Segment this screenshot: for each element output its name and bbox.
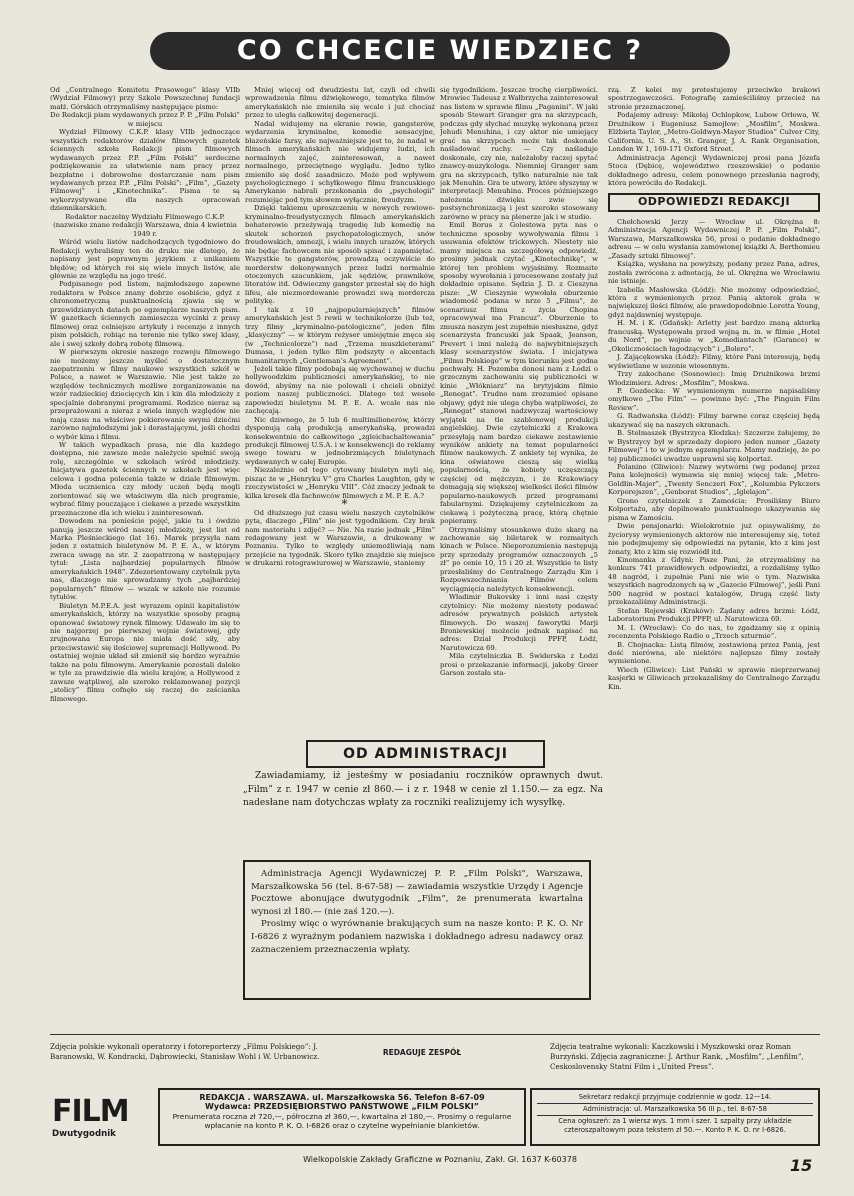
administration-address: Administracja: ul. Marszałkowska 56 III p., tel. 8-67-58 bbox=[537, 1103, 813, 1114]
paragraph: Nic dziwnego, że 5 lub 6 multimilionerów, którzy dysponują całą produkcją amerykańską, prowadzi konsekwentnie do całkowitego „zgleichschaltowania” produkcji filmowej U.S.A. i w konsekwencji do reklamy swego towaru w jednobrzmiących biuletynach wydawanych w całej Europie. bbox=[245, 415, 435, 466]
paragraph: Administracja Agencji Wydawniczej prosi pana Józefa Stoca (Dębicę, województwo rzeszowskie) o podanie dokładnego adresu, celem ponownego przesłania nagrody, która powróciła do Redakcji. bbox=[608, 153, 820, 187]
advertising-rates: Cena ogłoszeń: za 1 wiersz wys. 1 mm i szer. 1 szpalty przy układzie czteroszpaltowym poza tekstem zł 50.—. Konto P. K. O. nr I-6826. bbox=[537, 1115, 813, 1135]
paragraph: się tygodnikiem. Jeszcze trochę cierpliwości. Mrowiec Tadeusz z Wałbrzycha zainteresował nas listem w sprawie filmu „Paganini”. W jaki sposób Stewart Granger gra na skrzypcach, podczas gdy słychać muzykę wykonaną przez Jehudi Menuhina, i czy aktor nie umiejący grać na skrzypcach może tak doskonale naśladować ruchy. — Czy naśladuje doskonale, czy nie, należałoby raczej spytać znawcy-muzykologa. Niemniej Granger sam gra na skrzypcach, tylko naturalnie nie tak jak Menuhin. Gra te utwory, które słyszymy w interpretacji Menuhina. Proces późniejszego nałożenia dźwięku zwie się postsynchronizacją i jest szeroko stosowany zarówno w pracy na plenerze jak i w studio. bbox=[440, 86, 598, 221]
administration-notice bbox=[243, 740, 603, 1010]
paragraph: Podpisanego pod listem, najmłodszego zapewne redaktora w Polsce znany dobrze osobiście, gdyż z chronometryczną punktualnością zjawia się w przewidzianych datach po egzemplarze naszych pism. W gazetkach ściennych zamieszcza wycinki z prasy filmowej oraz celniejsze artykuły i recenzje z innych pism polskich, robiąc na terenie nie tylko swej klasy, ale i swej szkoły dobrą robotę filmową. bbox=[50, 280, 240, 348]
photo-credits-left: Zdjęcia polskie wykonali operatorzy i fotoreporterzy „Filmu Polskiego”: J. Baranowski, W. Kondracki, Dąbrowiecki, Stanisław Wohl i W. Urbanowicz. bbox=[50, 1042, 320, 1061]
paragraph: Emil Borus z Golestowa pyta nas o techniczne sposoby wywoływania filmu i usuwania efektów trickowych. Niestety nie mamy miejsca na szczegółową odpowiedź, prosimy jednak czytać „Kinotechnikę”, w której ten problem wyjaśnimy. Rozmaite sposoby wywołania i procesowane zostały już dokładnie opisane. Sędzia J. D. z Cieszyna pisze: „W Cieszynie wywołała oburzenie wiadomość podana w nrze 5 „Filmu”, że scenariusz filmu z życia Chopina opracowywał ma Francuz”. Oburzenie to zmusza naszym jest zupełnie niesłuszne, gdyż scenarzysta francuski jak Spaak, Jeanson, Prevert i inni należą do najwybitniejszych klasy scenarzystów świata. I inicjatywa „Filmu Polskiego” w tym kierunku jest godna pochwały. H. Pozemba donosi nam z Łodzi o grzecznym zachowaniu się publiczności w kinie „Włókniarz” na brytyjskim filmie „Renegat”. Trudno nam zrozumieć opisane objawy, gdyż nie ulega chyba wątpliwości, że „Renegat” stanowi nadzwyczaj wartościowy wyjątek na tle szablonowej produkcji angielskiej. Dwie czytelniczki z Krakowa przesyłają nam bardzo ciekawe zestawienie wyników ankiety na temat popularności filmów naukowych. Z ankiety tej wynika, że kina oświatowe cieszą się wielką popularnością, że kobiety uczęszczają częściej od mężczyzn, i że Krakowiacy domagają się większej wielkości ilości filmów popularno-naukowych przed programami fabularnymi. Dziękujemy czytelniczkom za ciekawą i pożyteczną pracę, którą chętnie popieramy. bbox=[440, 221, 598, 526]
answers-section-title: ODPOWIEDZI REDAKCJI bbox=[608, 193, 820, 211]
column-1 bbox=[50, 86, 240, 991]
paragraph: Prosimy więc o wyrównanie brakujących sum na nasze konto: P. K. O. Nr I-6826 z wyraźnym podaniem nazwiska i dokładnego adresu nadawcy oraz zaznaczeniem przeznaczenia wpłaty. bbox=[251, 919, 583, 955]
administration-text bbox=[243, 770, 603, 811]
answer-item: P. Gozdecka: W wymienionym numerze napisaliśmy omyłkowo „The Film” — powinno być: „The Pinguin Film Review”. bbox=[608, 386, 820, 412]
answer-item: Wiech (Gliwice): List Pański w sprawie nieprzerwanej kasjerki w Gliwicach przekazaliśmy do Centralnego Zarządu Kin. bbox=[608, 665, 820, 691]
paragraph: Zawiadamiamy, iż jesteśmy w posiadaniu roczników oprawnych dwut. „Film” z r. 1947 w cenie zł 860.— i z r. 1948 w cenie zł 1.150.— za egz. Na nadesłane nam dotychczas wpłaty za roczniki realizujemy ich wysyłkę. bbox=[243, 771, 603, 808]
answer-item: Polanino (Gliwice): Nazwy wytwórni (wg podanej przez Pana kolejności) wymawia się mniej więcej tak: „Metro-Goldłin-Majer”, „Twenty Senczeri Fox”, „Kolumbia Pykczers Korporejszen”, „Genborat Studios”, „Iglelajon”. bbox=[608, 463, 820, 497]
paragraph: rzą. Z kolei my protestujemy przeciwko brakowi spostrzegawczości. Fotografię zamieściliśmy przecież na stronie przeznaczonej. bbox=[608, 86, 820, 111]
printer-info: Wielkopolskie Zakłady Graficzne w Poznaniu, Zakł. Gł. 1637 K-60378 bbox=[303, 1155, 577, 1164]
editorial-team: REDAGUJE ZESPÓŁ bbox=[382, 1048, 462, 1057]
paragraph: W pierwszym okresie naszego rozwoju filmowego nie możemy jeszcze myśleć o dostatecznym zaopatrzeniu w filmy naukowe wszystkich szkół w Polsce, a nawet w Warszawie. Nie jest także ze względów technicznych możliwe zorganizowanie na wzór radzieckiej dziecięcych kin i kin dla młodzieży z specjalnie dobranymi programami. Rodzice nieraz są przeprażowani a nieraz z wiela innych względów nie mają czasu na właściwe pokierowanie swymi dziećmi zarówno najmłodszymi jak i dorastającymi, jeśli chodzi o wybór kina i filmu. bbox=[50, 348, 240, 441]
paragraph: Nadal widujemy na ekranie rewie, gangsterów, wydarzenia kryminalne, komedie sensacyjne, błazeńskie farsy, ale najważniejsze jest to, że nadal w filmach amerykańskich nie widujemy ludzi, ich normalnych zajęć, zainteresowań, a nawet normalnego, przeciętnego wyglądu. Jedno tylko zmieniło się dość zasadniczo. Może pod wpływem psychologicznego i schyłkowego filmu francuskiego Amerykanie nabrali przekonania do „psychologii” rozumiejąc pod tym słowem wyłącznie, freudyzm. bbox=[245, 119, 435, 204]
answer-item: Dwie pensjonarki: Wielokrotnie już opisywaliśmy, że życiorysy wymienionych aktorów nie interesujemy się, toteż nie podejmujemy się odpowiedzi na pytanie, kto z kim jest żonaty, kto z kim się rozwiódł itd. bbox=[608, 522, 820, 556]
paragraph: Mniej więcej od dwudziestu lat, czyli od chwili wprowadzenia filmu dźwiękowego, tematyka filmów amerykańskich nie zmieniła się wcale i już chociaż przez to uległa całkowitej degeneracji. bbox=[245, 86, 435, 120]
office-info-box bbox=[530, 1088, 820, 1146]
paragraph: Niezależnie od tego cytowany biuletyn myli się, pisząc że w „Henryku V” gra Charles Laughton, gdy w rzeczywistości w „Henryku VIII”. Cóż znaczy jednak te kilka kresek dla fachowców filmowych z M. P. E. A.? bbox=[245, 466, 435, 500]
answer-item: Kinomanka z Gdyni: Pisze Pani, że otrzymaliśmy na konkurs 741 prawidłowych odpowiedzi, a rozdaliśmy tylko 48 nagród, i zupełnie Pani nie wie o tym. Nazwiska wszystkich nagrodzonych są w „Gazecie Filmowej”, jeśli Pani 500 nagród w postaci katalogów, Drugą część listy przekazaliśmy Administracji. bbox=[608, 556, 820, 607]
paragraph: Wydział Filmowy C.K.P. klasy VIIb jednoczące wszystkich redaktorów działów filmowych gazetek ściennych szkoła Redakcji pism filmowych wydawanych przez P.P. „Film Polski” serdeczne podziękowanie za ułatwienie nam pracy przez bezpłatne i dobrowolne dostarczanie nam pism wydawanych przez P.P. „Film Polski”: „Film”, „Gazety Filmowej” i „Kinotechnika”. Pisma te są wykorzystywane dla naszych opracowań dziennikarskich. bbox=[50, 128, 240, 213]
paragraph: Otrzymaliśmy stosunkowo dużo skarg na zachowanie się biletarek w rozmaitych kinach w Polsce. Nieporozumienia następują przy sprzedaży programów oznaczonych „5 zł” po cenie 10, 15 i 20 zł. Wszystkie te listy przesłaliśmy do Centralnego Zarządu Kin i Rozpowszechniania Filmów celem wyciągnięcia należytych konsekwencji. bbox=[440, 525, 598, 593]
paragraph: Dowodem na ponieście pojęć, jakie tu i ówdzie panują jeszcze wśród naszej młodzieży, jest list od Marka Pleśnieckiego (lat 16). Marek przysyła nam jeden z ostatnich biuletynów M. P. E. A., w którym zwraca uwagę na str. 2 zaopatrzoną w następujący tytuł: „Lista najbardziej popularnych filmów amerykańskich 1948”. Zdezorientowany czytelnik pyta nas, dlaczego nie sprowadzamy tych „najbardziej popularnych” filmów — wszak w szkole nie rozumie tytułów. bbox=[50, 517, 240, 602]
asterisk-divider: * bbox=[341, 497, 348, 512]
paragraph: Do Redakcji pism wydawanych przez P. P. „Film Polski” w miejscu bbox=[50, 111, 240, 128]
page-number: 15 bbox=[790, 1156, 813, 1175]
paragraph: Jeżeli takie filmy podobają się wychowanej w duchu hollywoodzkim publiczności amerykańskiej, to nie dowód, abyśmy na nie polowali i chcieli obniżyć poziom naszej publiczności. Dlatego też wesołe zapowiedzi biuletynu M. P. E. A. wcale nas nie zachęcają. bbox=[245, 364, 435, 416]
paragraph: Podajemy adresy: Mikołaj Ochlopkow, Lubow Orłowa, W. Drużnikow i Eugeniusz Samojłow: „Mosfilm”, Moskwa. Elżbieta Taylor, „Metro-Goldwyn-Mayer Studios” Culver City, California, U. S. A., St. Granger, J. A. Rank Organisation, London W 1, 169-171 Oxford Street. bbox=[608, 111, 820, 154]
answer-item: Stefan Rojewski (Kraków): Żądany adres brzmi: Łódź, Laboratorium Produkcji PPFP, ul. Narutowicza 69. bbox=[608, 606, 820, 624]
answer-item: M. I. (Wrocław): Co do nas, to zgadzamy się z opinią recenzenta Polskiego Radio o „Trzech szturmie”. bbox=[608, 623, 820, 641]
paragraph: W takich wypadkach prasa, nie dla każdego dostępna, nie zawsze może należycie spełnić swoją rolę, szczególnie w szkołach wśród młodzieży. Inicjatywa gazetek ściennych w szkołach jest więc celowa i godna polecenia także w dziale filmowym. Młoda ucznienica czy młody uczeń będą mogli zorientować się we właściwym dla nich programie, wybrać filmy pouczające i ciekawe a przede wszystkim przeznaczone dla ich wieku i zainteresowań. bbox=[50, 441, 240, 517]
page-title: CO CHCECIE WIEDZIEC ? bbox=[150, 32, 730, 70]
paragraph: I tak z 10 „najpopularniejszych” filmów amerykańskich jest 5 rewii w technikolorze (lub też, trzy filmy „kryminalno-patologiczne”, jeden film „klasyczny” — w którym reżyser umiejętnie znęca się (w „Technicolorze”) nad „Trzema muszkieterami” Dumasa, i jeden tylko film podszyty o akcentach humanitarnych „Gentleman’s Agreement”. bbox=[245, 305, 435, 365]
editorial-info-box bbox=[158, 1088, 526, 1146]
answer-item: G. Radwańska (Łódź): Filmy barwne coraz częściej będą ukazywać się na naszych ekranach. bbox=[608, 412, 820, 429]
column-2 bbox=[245, 86, 435, 696]
administration-title: OD ADMINISTRACJI bbox=[306, 740, 545, 768]
answer-item: Chełchowski Jerzy — Wrocław ul. Okrężna 8: Administracja Agencji Wydawniczej P. P. „Film Polski”, Warszawa, Marszałkowska 56, prosi o podanie dokładnego adresu — w celu wysłania zamówionej książki A. Berthomieu „Zasady sztuki filmowej”. bbox=[608, 217, 820, 260]
paragraph: Mila czytelniczka B. Świderska z Łodzi prosi o przekazanie informacji, jakoby Greer Garson została sta- bbox=[440, 652, 598, 678]
paragraph: Od dłuższego już czasu wielu naszych czytelników pyta, dlaczego „Film” nie jest tygodnikiem. Czy brak nam materiału i zdjęć? — Nie. Na razie jednak „Film” redagowany jest w Warszawie, a drukowany w Poznaniu. Tylko te względy uniemożliwiają nam przejście na tygodnik. Skoro tylko znajdzie się miejsce w drukarni rotograwiurowej w Warszawie, staniemy bbox=[245, 508, 435, 568]
answer-item: Książka, wysłana na powyższy, podany przez Pana, adres, została zwrócona z adnotacją, że ul. Okrężna we Wrocławiu nie istnieje. bbox=[608, 260, 820, 286]
paragraph: Redaktor naczelny Wydziału Filmowego C.K.P. (nazwisko znane redakcji) Warszawa, dnia 4 kwietnia 1949 r. bbox=[53, 212, 237, 238]
subscription-info: Prenumerata roczna zł 720,—, półroczna zł 360,—, kwartalna zł 180,—. Prosimy o regularne wpłacanie na konto P. K. O. I-6826 oraz o czytelne wypełnianie blankietów. bbox=[172, 1111, 512, 1130]
logo-text: FILM bbox=[52, 1094, 129, 1129]
magazine-logo bbox=[52, 1096, 144, 1148]
subscription-notice-box bbox=[243, 860, 591, 1000]
paragraph: Od „Centralnego Komitetu Prasowego” klasy VIIb (Wydział Filmowy) przy Szkole Powszechnej fundacji małż. Górskich otrzymaliśmy następujące pismo: bbox=[50, 86, 240, 111]
publisher: Wydawca: PRZEDSIĘBIORSTWO PAŃSTWOWE „FILM POLSKI” bbox=[205, 1102, 479, 1112]
divider bbox=[50, 1034, 820, 1035]
answer-item: J. Zające̜kowska (Łódź): Filmy, które Pani interesują, będą wyświetlane w sezonie wiosennym. bbox=[608, 353, 820, 370]
answer-item: B. Chojnacka: Listą filmów, zestawioną przez Panią, jest dość nierówna, ale niektóre najlepsze filmy zostały wymienione. bbox=[608, 640, 820, 666]
column-3 bbox=[440, 86, 598, 696]
answer-item: H. M. i K. (Gdańsk): Arletty jest bardzo znaną aktorką francuską. Występowała przed wojną m. in. w filmie „Hotel du Nord”, po wojnie w „Komediantach” (Garance) w „Okolicznościach łagodzących” i „Bolero”. bbox=[608, 319, 820, 353]
answer-item: B. Stelmaszek (Bystrzyca Kłodzka): Szczerze żałujemy, że w Bystrzycy był w sprzedaży dopiero jeden numer „Gazety Filmowej” i to w jednym egzemplarzu. Mamy nadzieję, że po tej publiczności uwadze usprawni się kolportaż. bbox=[608, 429, 820, 463]
paragraph: Biuletyn M.P.E.A. jest wyrazem opinii kapitalistów amerykańskich, którzy na wszystkie sposoby pragną opanować światowy rynek filmowy. Udawało im się to nie najgorzej po pierwszej wojnie światowej, gdy zrujnowana Europa nie miała dość siły, aby przeciwstawić się ilościowej supremacji Hollywood. Po ostatniej wojnie układ sił zmienił się bardzo wyraźnie także na polu filmowym. Amerykanie pozostali daleko w tyle za prawdziwie dla wielu krajów, a Hollywood z zawsze wątpliwej, ale szeroko reklamowanej pozycji „stolicy” filmu cofnęło się raczej do zaścianka filmowego. bbox=[50, 601, 240, 703]
editorial-address: REDAKCJA . WARSZAWA. ul. Marszałkowska 56. Telefon 8-67-09 bbox=[199, 1093, 485, 1102]
paragraph: Administracja Agencji Wydawniczej P. P. „Film Polski”, Warszawa, Marszałkowska 56 (tel. 8-67-58) — zawiadamia wszystkie Urzędy i Agencje Pocztowe abonujące dwutygodnik „Film”, że prenumerata kwartalna wynosi zł 180.— (nie zaś 120.—). bbox=[251, 869, 583, 917]
photo-credits-right: Zdjęcia teatralne wykonali: Kaczkowski i Myszkowski oraz Roman Burzyński. Zdjęcia zagraniczne: J. Arthur Rank, „Mosfilm”, „Lenfilm”, Ceskoslovensky Statni Film i „United Press”. bbox=[550, 1042, 804, 1071]
column-4 bbox=[608, 86, 820, 991]
answer-item: Grono czytelniczek z Zamościa: Prosiliśmy Biuro Kolportażu, aby dopilnowało punktualnego ukazywania się pisma w Zamościu. bbox=[608, 496, 820, 522]
secretary-hours: Sekretarz redakcji przyjmuje codziennie w godz. 12—14. bbox=[578, 1093, 772, 1101]
answer-item: Izabella Masłowska (Łódź): Nie możemy odpowiedzieć, która z wymienionych przez Panią aktorek grała w największej ilości filmów, ale prawdopodobnie Loretta Young, gdyż najdawniej występuje. bbox=[608, 285, 820, 319]
paragraph: Wśród wielu listów nadchodzących tygodniowo do Redakcji wybraliśmy ten do druku nie dlatego, że napisany jest poprawnym językiem z unikaniem błędów; od których roi się wiele innych listów, ale głównie ze względu na jego treść. bbox=[50, 238, 240, 280]
paragraph: Władimir Bukovsky i inni nasi częsty czytelnicy: Nie możemy niestety podawać adresów prywatnych polskich artystek filmowych. Do waszej faworytki Marji Broniewskiej możecie jednak napisać na adres: Dział Produkcji PPFP, Łódź, Narutowicza 69. bbox=[440, 593, 598, 652]
paragraph: Dzięki takiemu uproszczeniu w nowych rewiowo-kryminalno-freudystycznych filmach amerykańskich bohaterowie przeżywają tragedię lub komedię na skutek schorzeń psychopatologicznych, snów freudowskich, amnezji, i wielu innych urazów, których nie będąc fachowcem nie sposób spisać i zapamiętać. Wszystkie te gangsterów, prowadzą oczywiście do morderstw dokonywanych przez ludzi normalnie otoczonych szacunkiem, jak sędziów, prawników, literatów itd. Odwieczny gangster przestał się do high lifeu, ale niezmordowanie prowadzi swą mordercza politykę. bbox=[245, 204, 435, 306]
answer-item: Trzy zakochane (Sosnowiec): Imię Drużnikowa brzmi Włodzimierz. Adres: „Mosfilm”, Moskwa. bbox=[608, 370, 820, 387]
logo-subtitle: Dwutygodnik bbox=[52, 1129, 116, 1139]
